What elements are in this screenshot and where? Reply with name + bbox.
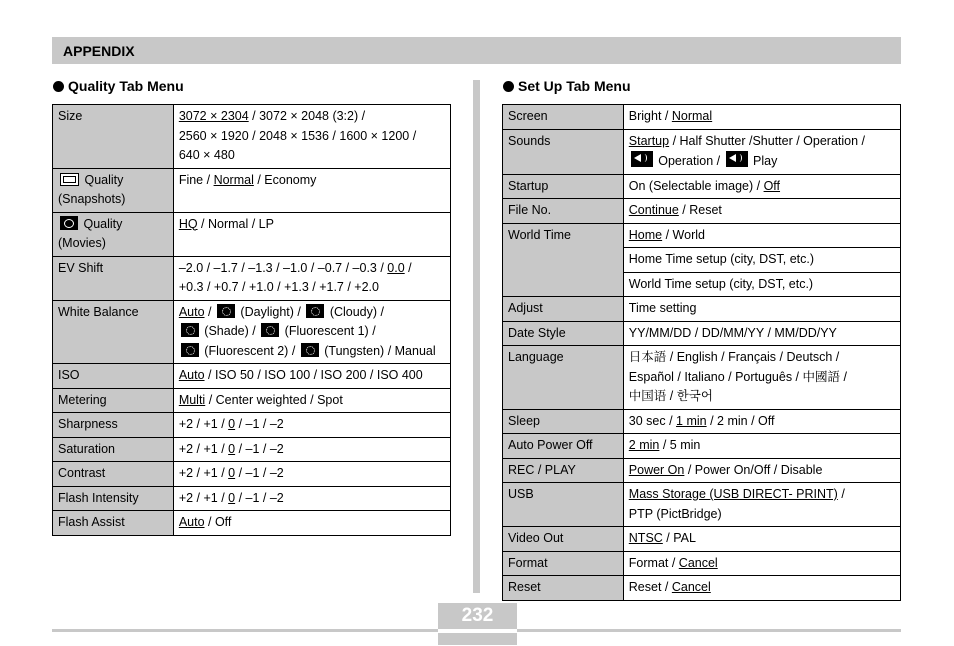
sounds-label: Sounds — [503, 129, 624, 174]
auto-power-off-values: 2 min / 5 min — [623, 434, 900, 459]
table-row — [53, 256, 451, 300]
sharpness-values: +2 / +1 / 0 / –1 / –2 — [173, 413, 450, 438]
metering-values: Multi / Center weighted / Spot — [173, 388, 450, 413]
cloudy-icon — [306, 304, 324, 318]
size-label: Size — [53, 105, 174, 169]
flash-assist-values: Auto / Off — [173, 511, 450, 536]
speaker-icon — [726, 151, 748, 167]
fluorescent-1-icon — [261, 323, 279, 337]
iso-values: Auto / ISO 50 / ISO 100 / ISO 200 / ISO 400 — [173, 364, 450, 389]
format-values: Format / Cancel — [623, 551, 900, 576]
ev-shift-label: EV Shift — [53, 256, 174, 300]
contrast-label: Contrast — [53, 462, 174, 487]
white-balance-values: Auto / (Daylight) / (Cloudy) / (Shade) / (Fluorescent 1) / (Fluorescent 2) / (Tungsten) / Manual — [173, 300, 450, 364]
flash-intensity-label: Flash Intensity — [53, 486, 174, 511]
table-row — [503, 105, 901, 130]
table-row — [503, 321, 901, 346]
size-values: 3072 × 2304 / 3072 × 2048 (3:2) / 2560 × 1920 / 2048 × 1536 / 1600 × 1200 / 640 × 480 — [173, 105, 450, 169]
appendix-header-bar — [52, 37, 901, 64]
white-balance-label: White Balance — [53, 300, 174, 364]
world-time-setup: World Time setup (city, DST, etc.) — [623, 272, 900, 297]
quality-movies-label: Quality (Movies) — [53, 212, 174, 256]
table-row — [53, 462, 451, 487]
usb-label: USB — [503, 483, 624, 527]
page-number-box — [438, 603, 517, 645]
fluorescent-2-icon — [181, 343, 199, 357]
column-divider — [473, 80, 480, 593]
date-style-label: Date Style — [503, 321, 624, 346]
table-row — [503, 576, 901, 601]
video-out-values: NTSC / PAL — [623, 527, 900, 552]
appendix-title: APPENDIX — [63, 43, 135, 59]
table-row — [53, 511, 451, 536]
quality-snapshots-label: Quality (Snapshots) — [53, 168, 174, 212]
home-time-setup: Home Time setup (city, DST, etc.) — [623, 248, 900, 273]
adjust-label: Adjust — [503, 297, 624, 322]
sleep-label: Sleep — [503, 409, 624, 434]
world-time-label: World Time — [503, 223, 624, 297]
table-row — [503, 223, 901, 248]
flash-assist-label: Flash Assist — [53, 511, 174, 536]
rec-play-label: REC / PLAY — [503, 458, 624, 483]
format-label: Format — [503, 551, 624, 576]
rec-play-values: Power On / Power On/Off / Disable — [623, 458, 900, 483]
table-row — [503, 551, 901, 576]
metering-label: Metering — [53, 388, 174, 413]
table-row — [503, 527, 901, 552]
ev-shift-values: –2.0 / –1.7 / –1.3 / –1.0 / –0.7 / –0.3 / 0.0 / +0.3 / +0.7 / +1.0 / +1.3 / +1.7 / +2.0 — [173, 256, 450, 300]
language-label: Language — [503, 346, 624, 410]
quality-tab-table — [52, 104, 451, 536]
sleep-values: 30 sec / 1 min / 2 min / Off — [623, 409, 900, 434]
table-row — [503, 434, 901, 459]
quality-tab-heading: Quality Tab Menu — [53, 78, 184, 94]
screen-label: Screen — [503, 105, 624, 130]
language-values: 日本語 / English / Français / Deutsch / Español / Italiano / Português / 中國語 / 中国语 / 한국어 — [623, 346, 900, 410]
speaker-icon — [631, 151, 653, 167]
iso-label: ISO — [53, 364, 174, 389]
sounds-values: Startup / Half Shutter /Shutter / Operation / Operation / Play — [623, 129, 900, 174]
date-style-values: YY/MM/DD / DD/MM/YY / MM/DD/YY — [623, 321, 900, 346]
reset-label: Reset — [503, 576, 624, 601]
bullet-icon — [53, 81, 64, 92]
table-row — [53, 300, 451, 364]
world-time-values: Home / World — [623, 223, 900, 248]
page-number: 232 — [461, 605, 494, 626]
table-row — [503, 458, 901, 483]
table-row — [503, 483, 901, 527]
flash-intensity-values: +2 / +1 / 0 / –1 / –2 — [173, 486, 450, 511]
contrast-values: +2 / +1 / 0 / –1 / –2 — [173, 462, 450, 487]
video-out-label: Video Out — [503, 527, 624, 552]
table-row — [503, 346, 901, 410]
shade-icon — [181, 323, 199, 337]
daylight-icon — [217, 304, 235, 318]
quality-movies-values: HQ / Normal / LP — [173, 212, 450, 256]
table-row — [53, 486, 451, 511]
reset-values: Reset / Cancel — [623, 576, 900, 601]
screen-values: Bright / Normal — [623, 105, 900, 130]
setup-tab-table — [502, 104, 901, 601]
file-no-values: Continue / Reset — [623, 199, 900, 224]
quality-snapshots-values: Fine / Normal / Economy — [173, 168, 450, 212]
table-row — [503, 409, 901, 434]
adjust-values: Time setting — [623, 297, 900, 322]
saturation-values: +2 / +1 / 0 / –1 / –2 — [173, 437, 450, 462]
table-row — [503, 174, 901, 199]
table-row — [53, 437, 451, 462]
table-row — [53, 364, 451, 389]
table-row — [53, 388, 451, 413]
table-row — [53, 413, 451, 438]
tungsten-icon — [301, 343, 319, 357]
snapshot-icon — [60, 173, 79, 186]
table-row — [53, 212, 451, 256]
bullet-icon — [503, 81, 514, 92]
auto-power-off-label: Auto Power Off — [503, 434, 624, 459]
file-no-label: File No. — [503, 199, 624, 224]
table-row — [503, 199, 901, 224]
table-row — [503, 129, 901, 174]
movie-icon — [60, 216, 78, 230]
saturation-label: Saturation — [53, 437, 174, 462]
setup-tab-heading: Set Up Tab Menu — [503, 78, 631, 94]
table-row — [53, 168, 451, 212]
table-row — [53, 105, 451, 169]
startup-values: On (Selectable image) / Off — [623, 174, 900, 199]
usb-values: Mass Storage (USB DIRECT- PRINT) / PTP (PictBridge) — [623, 483, 900, 527]
table-row — [503, 297, 901, 322]
sharpness-label: Sharpness — [53, 413, 174, 438]
startup-label: Startup — [503, 174, 624, 199]
